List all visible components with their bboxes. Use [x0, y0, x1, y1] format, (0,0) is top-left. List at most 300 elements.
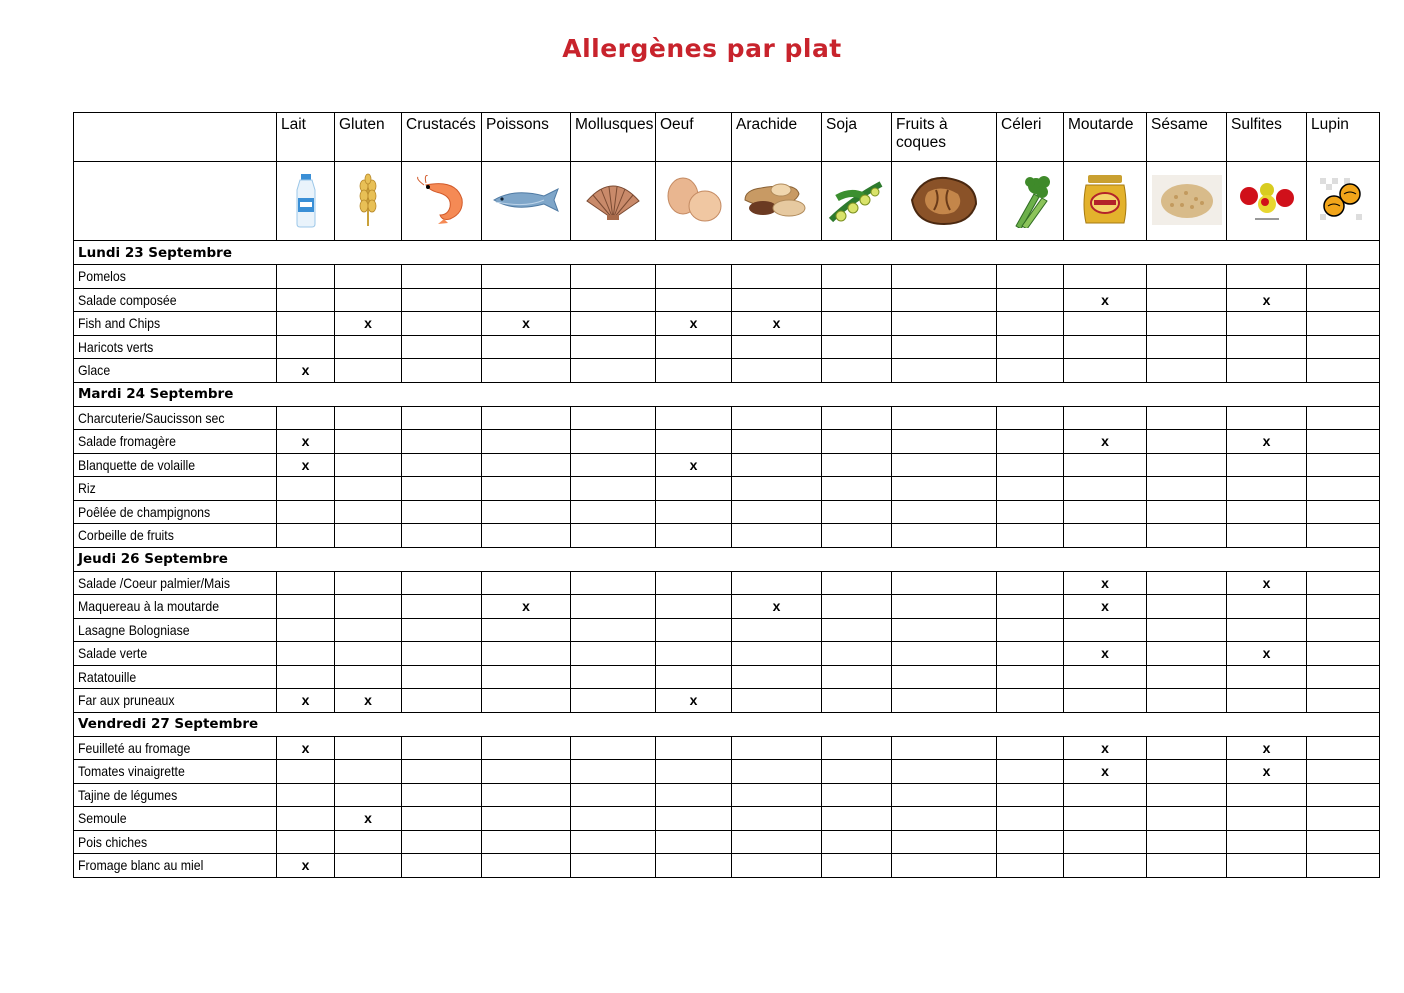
allergen-cell: [1064, 807, 1147, 831]
allergen-cell: [1147, 736, 1227, 760]
allergen-cell: [822, 736, 892, 760]
allergen-cell: [892, 689, 997, 713]
dish-row: [74, 736, 1380, 760]
allergen-cell: [1307, 524, 1380, 548]
dish-row: [74, 430, 1380, 454]
allergen-cell: [1064, 665, 1147, 689]
allergen-cell: [1147, 689, 1227, 713]
allergen-cell: [482, 406, 571, 430]
allergen-cell: [402, 689, 482, 713]
dish-name: Pomelos: [74, 265, 277, 289]
dish-name: Salade /Coeur palmier/Mais: [74, 571, 277, 595]
allergen-cell: [482, 665, 571, 689]
allergen-cell: [892, 830, 997, 854]
wheat-icon: [355, 172, 381, 231]
allergen-cell: [571, 335, 656, 359]
allergen-cell: [656, 571, 732, 595]
dish-name: Corbeille de fruits: [74, 524, 277, 548]
allergen-cell: [822, 807, 892, 831]
allergen-cell: [335, 760, 402, 784]
allergen-cell: [1307, 500, 1380, 524]
allergen-cell: [1227, 830, 1307, 854]
dish-name: Fromage blanc au miel: [74, 854, 277, 878]
allergen-cell: [571, 854, 656, 878]
corner-cell: [74, 162, 277, 241]
allergen-cell: [822, 571, 892, 595]
allergen-cell: [571, 760, 656, 784]
allergen-cell: [402, 618, 482, 642]
dish-name: Glace: [74, 359, 277, 383]
allergen-cell: [732, 830, 822, 854]
allergen-cell: [1064, 265, 1147, 289]
allergen-cell: [277, 807, 335, 831]
allergen-cell: [402, 783, 482, 807]
dish-row: [74, 406, 1380, 430]
allergen-cell: [997, 618, 1064, 642]
allergen-cell: [656, 524, 732, 548]
allergen-cell: [1064, 406, 1147, 430]
allergen-cell: [822, 288, 892, 312]
allergen-mark: x: [277, 359, 335, 383]
allergen-mark: x: [732, 312, 822, 336]
dish-name: Far aux pruneaux: [74, 689, 277, 713]
allergen-cell: [277, 665, 335, 689]
allergen-cell: [997, 453, 1064, 477]
allergen-cell: [822, 595, 892, 619]
dish-row: [74, 830, 1380, 854]
allergen-cell: [335, 265, 402, 289]
allergen-mark: x: [335, 689, 402, 713]
allergen-cell: [1227, 665, 1307, 689]
allergen-cell: [732, 783, 822, 807]
allergen-cell: [571, 642, 656, 666]
allergen-cell: [1147, 571, 1227, 595]
allergen-cell: [1307, 453, 1380, 477]
allergen-cell: [1307, 854, 1380, 878]
dish-name: Maquereau à la moutarde: [74, 595, 277, 619]
allergen-cell: [571, 430, 656, 454]
allergen-cell: [1064, 689, 1147, 713]
allergen-cell: [1227, 689, 1307, 713]
allergen-cell: [822, 618, 892, 642]
allergen-cell: [277, 288, 335, 312]
allergen-cell: [277, 335, 335, 359]
allergen-cell: [1227, 265, 1307, 289]
allergen-cell: [997, 736, 1064, 760]
dish-row: [74, 665, 1380, 689]
allergen-cell: [482, 807, 571, 831]
allergen-cell: [732, 359, 822, 383]
allergen-mark: x: [482, 312, 571, 336]
allergen-cell: [732, 288, 822, 312]
allergen-cell: [997, 830, 1064, 854]
allergen-header: Arachide: [732, 113, 822, 162]
dish-row: [74, 477, 1380, 501]
allergen-icon-row: [74, 162, 1380, 241]
page-title: Allergènes par plat: [562, 34, 842, 63]
allergen-cell: [822, 760, 892, 784]
allergen-cell: [997, 430, 1064, 454]
dish-name: Tajine de légumes: [74, 783, 277, 807]
allergen-cell: [822, 430, 892, 454]
allergen-cell: [822, 500, 892, 524]
allergen-cell: [1307, 335, 1380, 359]
dish-name: Charcuterie/Saucisson sec: [74, 406, 277, 430]
allergen-cell: [482, 500, 571, 524]
allergen-cell: [402, 760, 482, 784]
allergen-cell: [822, 665, 892, 689]
allergen-cell: [997, 359, 1064, 383]
allergen-cell: [1147, 288, 1227, 312]
allergen-cell: [997, 760, 1064, 784]
allergen-cell: [482, 453, 571, 477]
sulfites-icon: [1235, 176, 1299, 227]
day-row: [74, 547, 1380, 571]
allergen-cell: [1307, 312, 1380, 336]
allergen-mark: x: [277, 689, 335, 713]
allergen-cell: [656, 406, 732, 430]
day-label: Vendredi 27 Septembre: [74, 712, 1380, 736]
allergen-cell: [1147, 312, 1227, 336]
allergen-cell: [1147, 477, 1227, 501]
allergen-mark: x: [335, 807, 402, 831]
allergen-cell: [402, 312, 482, 336]
allergen-cell: [892, 477, 997, 501]
allergen-cell: [571, 618, 656, 642]
allergen-cell: [1307, 406, 1380, 430]
dish-row: [74, 854, 1380, 878]
allergen-cell: [892, 524, 997, 548]
allergen-cell: [1147, 760, 1227, 784]
allergen-cell: [335, 736, 402, 760]
allergen-cell: [892, 736, 997, 760]
allergen-cell: [1307, 477, 1380, 501]
allergen-cell: [571, 736, 656, 760]
allergen-cell: [1307, 689, 1380, 713]
eggs-icon: [663, 176, 725, 227]
allergen-cell: [402, 500, 482, 524]
allergen-cell: [997, 406, 1064, 430]
allergen-cell: [1307, 665, 1380, 689]
allergen-cell: [892, 807, 997, 831]
allergen-cell: [997, 524, 1064, 548]
allergen-cell: [482, 642, 571, 666]
allergen-header: Gluten: [335, 113, 402, 162]
allergen-header: Lait: [277, 113, 335, 162]
shell-icon: [583, 179, 643, 224]
allergen-header: Poissons: [482, 113, 571, 162]
allergen-cell: [482, 783, 571, 807]
allergen-cell: [822, 783, 892, 807]
allergen-cell: [656, 595, 732, 619]
day-label: Jeudi 26 Septembre: [74, 547, 1380, 571]
allergen-cell: [571, 359, 656, 383]
allergen-cell: [1227, 524, 1307, 548]
allergen-cell: [571, 312, 656, 336]
lupin-icon: [1320, 178, 1366, 225]
allergen-cell: [335, 854, 402, 878]
allergen-cell: [402, 524, 482, 548]
celery-icon: [1008, 172, 1052, 231]
allergen-cell: [1147, 783, 1227, 807]
dish-row: [74, 642, 1380, 666]
allergen-cell: [402, 665, 482, 689]
allergen-cell: [732, 500, 822, 524]
allergen-cell: [656, 500, 732, 524]
allergen-cell: [277, 830, 335, 854]
dish-row: [74, 500, 1380, 524]
allergen-mark: x: [482, 595, 571, 619]
allergen-cell: [402, 335, 482, 359]
allergen-cell: [571, 477, 656, 501]
allergen-cell: [335, 595, 402, 619]
allergen-cell: [571, 689, 656, 713]
allergen-cell: [571, 453, 656, 477]
allergen-cell: [402, 453, 482, 477]
dish-row: [74, 618, 1380, 642]
allergen-cell: [335, 500, 402, 524]
allergen-cell: [1307, 595, 1380, 619]
dish-name: Salade verte: [74, 642, 277, 666]
allergen-cell: [482, 618, 571, 642]
allergen-cell: [1227, 359, 1307, 383]
allergen-cell: [1307, 807, 1380, 831]
allergen-cell: [1064, 359, 1147, 383]
allergen-cell: [1227, 477, 1307, 501]
allergen-cell: [277, 783, 335, 807]
allergen-cell: [1227, 783, 1307, 807]
allergen-cell: [892, 288, 997, 312]
allergen-cell: [402, 854, 482, 878]
allergen-cell: [277, 265, 335, 289]
allergen-cell: [1064, 335, 1147, 359]
allergen-cell: [402, 736, 482, 760]
allergen-cell: [822, 689, 892, 713]
allergen-cell: [1147, 595, 1227, 619]
allergen-cell: [656, 265, 732, 289]
allergen-cell: [1147, 500, 1227, 524]
allergen-cell: [1064, 500, 1147, 524]
allergen-cell: [822, 406, 892, 430]
allergen-cell: [656, 359, 732, 383]
allergen-cell: [997, 265, 1064, 289]
allergen-cell: [732, 665, 822, 689]
allergen-header: Soja: [822, 113, 892, 162]
allergen-mark: x: [1064, 288, 1147, 312]
dish-row: [74, 571, 1380, 595]
allergen-cell: [482, 265, 571, 289]
allergen-cell: [732, 689, 822, 713]
allergen-cell: [822, 854, 892, 878]
allergen-cell: [571, 595, 656, 619]
allergen-cell: [822, 524, 892, 548]
allergen-cell: [335, 335, 402, 359]
allergen-cell: [656, 477, 732, 501]
allergen-cell: [997, 288, 1064, 312]
allergen-cell: [277, 760, 335, 784]
dish-name: Ratatouille: [74, 665, 277, 689]
allergen-cell: [892, 595, 997, 619]
mustard-jar-icon: [1080, 173, 1130, 230]
milk-bottle-icon: [291, 172, 321, 231]
allergen-cell: [1227, 595, 1307, 619]
allergen-cell: [277, 642, 335, 666]
allergen-cell: [1064, 618, 1147, 642]
allergen-cell: [732, 335, 822, 359]
allergen-cell: [1147, 830, 1227, 854]
allergen-cell: [656, 830, 732, 854]
allergen-cell: [402, 595, 482, 619]
allergen-cell: [822, 359, 892, 383]
allergen-header: Fruits à coques: [892, 113, 997, 162]
allergen-cell: [335, 524, 402, 548]
day-row: [74, 241, 1380, 265]
allergen-cell: [277, 477, 335, 501]
allergen-mark: x: [656, 312, 732, 336]
allergen-cell: [656, 335, 732, 359]
allergen-cell: [402, 807, 482, 831]
allergen-cell: [1147, 359, 1227, 383]
allergen-cell: [892, 453, 997, 477]
allergen-mark: x: [1064, 595, 1147, 619]
allergen-cell: [822, 265, 892, 289]
allergen-cell: [822, 477, 892, 501]
allergen-cell: [571, 265, 656, 289]
allergen-cell: [571, 665, 656, 689]
allergen-mark: x: [1064, 571, 1147, 595]
allergen-mark: x: [1227, 760, 1307, 784]
allergen-cell: [402, 642, 482, 666]
day-row: [74, 712, 1380, 736]
allergen-cell: [1147, 524, 1227, 548]
allergen-header-row: [74, 113, 1380, 162]
day-label: Mardi 24 Septembre: [74, 382, 1380, 406]
sesame-icon: [1152, 175, 1222, 228]
dish-row: [74, 783, 1380, 807]
allergen-cell: [656, 430, 732, 454]
allergen-cell: [732, 807, 822, 831]
allergen-cell: [656, 760, 732, 784]
peanuts-icon: [741, 178, 813, 225]
dish-row: [74, 265, 1380, 289]
allergen-cell: [1227, 453, 1307, 477]
allergen-cell: [892, 359, 997, 383]
allergen-cell: [732, 760, 822, 784]
day-row: [74, 382, 1380, 406]
allergen-cell: [482, 854, 571, 878]
allergen-cell: [892, 430, 997, 454]
allergen-cell: [656, 783, 732, 807]
allergen-cell: [732, 477, 822, 501]
allergen-cell: [732, 453, 822, 477]
allergen-header: Sésame: [1147, 113, 1227, 162]
fish-icon: [490, 188, 562, 215]
allergen-cell: [1307, 571, 1380, 595]
allergen-cell: [1307, 642, 1380, 666]
allergen-cell: [335, 830, 402, 854]
allergen-cell: [1147, 335, 1227, 359]
allergen-cell: [482, 524, 571, 548]
allergen-cell: [1307, 288, 1380, 312]
allergen-cell: [1147, 807, 1227, 831]
allergen-cell: [277, 500, 335, 524]
allergen-cell: [1064, 312, 1147, 336]
allergen-cell: [571, 288, 656, 312]
day-label: Lundi 23 Septembre: [74, 241, 1380, 265]
allergen-cell: [335, 453, 402, 477]
allergen-cell: [892, 783, 997, 807]
allergen-cell: [997, 665, 1064, 689]
allergen-cell: [732, 642, 822, 666]
allergen-cell: [482, 430, 571, 454]
allergen-mark: x: [1064, 430, 1147, 454]
allergen-cell: [571, 524, 656, 548]
allergen-cell: [1307, 830, 1380, 854]
allergen-cell: [1307, 783, 1380, 807]
dish-name: Lasagne Bologniase: [74, 618, 277, 642]
allergen-cell: [571, 500, 656, 524]
allergen-cell: [997, 783, 1064, 807]
allergen-cell: [482, 571, 571, 595]
allergen-cell: [892, 312, 997, 336]
allergen-mark: x: [1064, 642, 1147, 666]
allergen-cell: [1147, 430, 1227, 454]
allergen-cell: [1227, 335, 1307, 359]
allergen-cell: [892, 571, 997, 595]
allergen-cell: [892, 642, 997, 666]
allergen-cell: [335, 430, 402, 454]
allergen-cell: [402, 430, 482, 454]
allergen-cell: [335, 477, 402, 501]
allergen-cell: [656, 618, 732, 642]
allergen-cell: [571, 571, 656, 595]
allergen-cell: [335, 618, 402, 642]
allergen-header: Mollusques: [571, 113, 656, 162]
allergen-cell: [571, 830, 656, 854]
dish-row: [74, 689, 1380, 713]
soybean-icon: [827, 172, 887, 231]
allergen-header: Céleri: [997, 113, 1064, 162]
allergen-cell: [335, 406, 402, 430]
dish-name: Fish and Chips: [74, 312, 277, 336]
allergen-cell: [482, 335, 571, 359]
allergen-header: Oeuf: [656, 113, 732, 162]
walnut-icon: [908, 174, 980, 229]
allergen-mark: x: [277, 854, 335, 878]
allergen-mark: x: [1227, 288, 1307, 312]
allergen-cell: [1147, 406, 1227, 430]
allergen-mark: x: [656, 453, 732, 477]
allergen-cell: [822, 312, 892, 336]
allergen-cell: [892, 665, 997, 689]
allergen-cell: [482, 760, 571, 784]
allergen-cell: [1227, 406, 1307, 430]
allergen-cell: [732, 736, 822, 760]
dish-row: [74, 335, 1380, 359]
allergen-cell: [1064, 453, 1147, 477]
allergen-cell: [402, 359, 482, 383]
allergen-cell: [277, 312, 335, 336]
allergen-cell: [335, 571, 402, 595]
allergen-cell: [482, 288, 571, 312]
allergen-header: Sulfites: [1227, 113, 1307, 162]
allergen-mark: x: [732, 595, 822, 619]
allergen-cell: [1147, 665, 1227, 689]
allergen-cell: [335, 783, 402, 807]
allergen-cell: [482, 830, 571, 854]
allergen-cell: [892, 500, 997, 524]
allergen-table: [73, 112, 1380, 878]
